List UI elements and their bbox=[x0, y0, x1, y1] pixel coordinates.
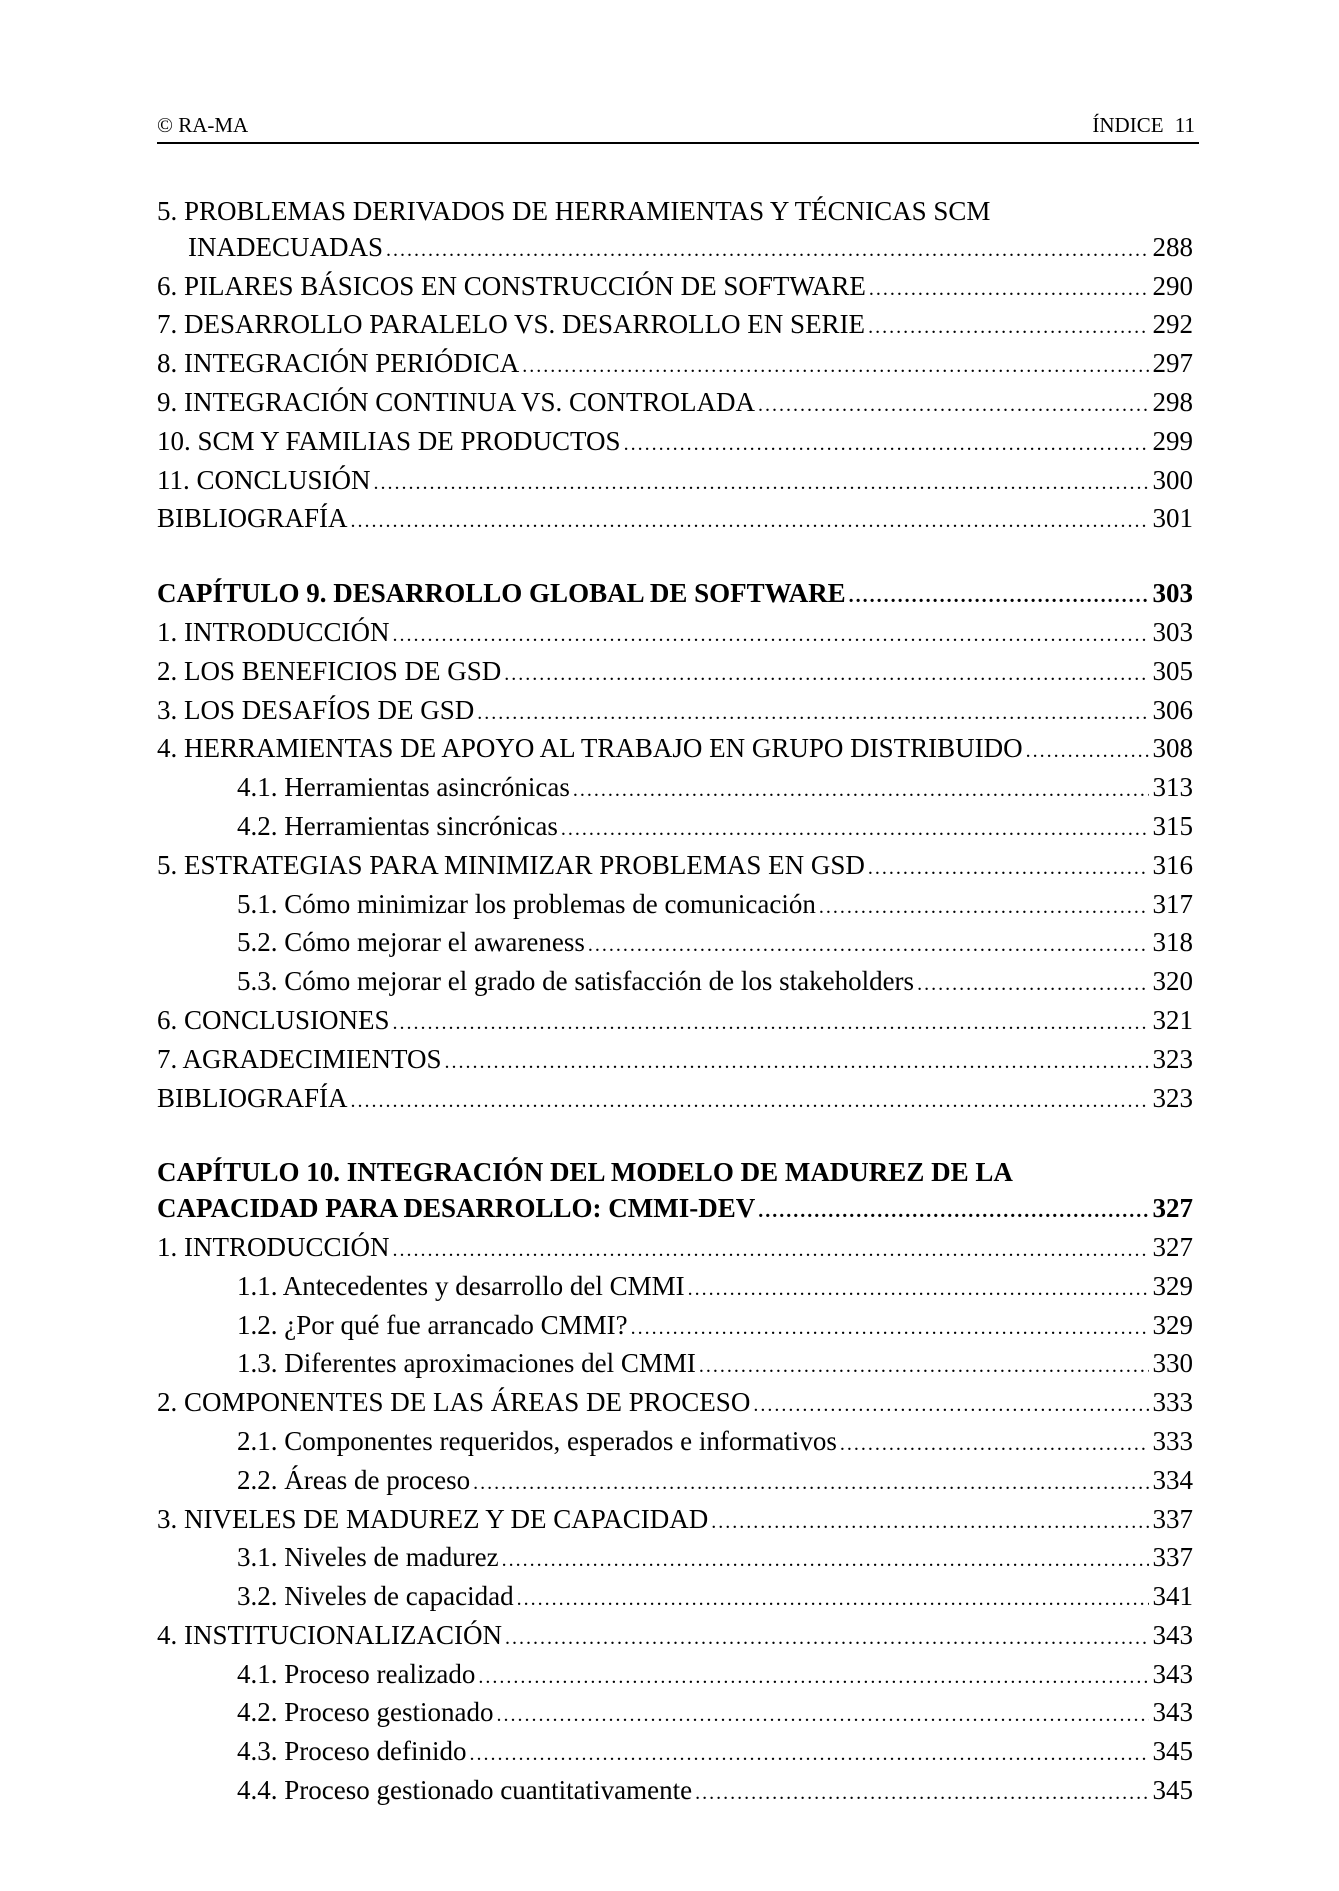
toc-chapter-entry bbox=[157, 1191, 1193, 1230]
toc-entry bbox=[157, 463, 1193, 502]
dot-leader bbox=[351, 504, 1149, 540]
toc-entry-title: BIBLIOGRAFÍA bbox=[157, 1082, 348, 1113]
toc-entry bbox=[157, 1695, 1193, 1734]
toc-entry bbox=[157, 230, 1193, 269]
dot-leader bbox=[1026, 734, 1149, 770]
toc-entry-title: 10. SCM Y FAMILIAS DE PRODUCTOS bbox=[157, 425, 621, 456]
dot-leader bbox=[869, 272, 1149, 308]
toc-page-number: 308 bbox=[1152, 733, 1193, 764]
toc-page-number: 343 bbox=[1152, 1697, 1193, 1728]
dot-leader bbox=[758, 1194, 1148, 1230]
toc-entry-title: 4.3. Proceso definido bbox=[237, 1736, 467, 1767]
table-of-contents bbox=[157, 194, 1193, 1812]
toc-entry-title: 7. AGRADECIMIENTOS bbox=[157, 1043, 442, 1074]
toc-page-number: 323 bbox=[1152, 1043, 1193, 1074]
dot-leader bbox=[573, 773, 1149, 809]
toc-page-number: 299 bbox=[1152, 425, 1193, 456]
toc-entry-title: 4. INSTITUCIONALIZACIÓN bbox=[157, 1619, 502, 1650]
dot-leader bbox=[445, 1045, 1149, 1081]
toc-entry bbox=[157, 424, 1193, 463]
dot-leader bbox=[477, 696, 1148, 732]
toc-page-number: 329 bbox=[1152, 1309, 1193, 1340]
toc-page-number: 333 bbox=[1152, 1387, 1193, 1418]
dot-leader bbox=[758, 388, 1149, 424]
publisher-label: © RA-MA bbox=[157, 113, 249, 137]
toc-entry bbox=[157, 1773, 1193, 1812]
dot-leader bbox=[469, 1737, 1148, 1773]
toc-entry bbox=[157, 887, 1193, 926]
toc-entry-title: 1. INTRODUCCIÓN bbox=[157, 616, 390, 647]
toc-page-number: 292 bbox=[1152, 309, 1193, 340]
toc-entry bbox=[157, 1657, 1193, 1696]
dot-leader bbox=[473, 1466, 1148, 1502]
toc-entry bbox=[157, 1385, 1193, 1424]
toc-entry-title: 5.1. Cómo minimizar los problemas de comunicación bbox=[237, 888, 816, 919]
toc-entry-title: 1.1. Antecedentes y desarrollo del CMMI bbox=[237, 1270, 685, 1301]
toc-page-number: 343 bbox=[1152, 1619, 1193, 1650]
toc-entry bbox=[157, 385, 1193, 424]
toc-entry bbox=[157, 1618, 1193, 1657]
toc-page-number: 305 bbox=[1152, 655, 1193, 686]
toc-entry bbox=[157, 269, 1193, 308]
toc-page-number: 301 bbox=[1152, 503, 1193, 534]
toc-page-number: 330 bbox=[1152, 1348, 1193, 1379]
toc-page-number: 337 bbox=[1152, 1542, 1193, 1573]
toc-entry-title: 4.2. Proceso gestionado bbox=[237, 1697, 494, 1728]
toc-entry bbox=[157, 1540, 1193, 1579]
toc-entry bbox=[157, 1003, 1193, 1042]
toc-page-number: 343 bbox=[1152, 1658, 1193, 1689]
toc-entry bbox=[157, 1424, 1193, 1463]
toc-entry bbox=[157, 654, 1193, 693]
toc-entry bbox=[157, 615, 1193, 654]
toc-entry-title: 2.2. Áreas de proceso bbox=[237, 1464, 471, 1495]
toc-entry-title: 7. DESARROLLO PARALELO VS. DESARROLLO EN SERIE bbox=[157, 309, 866, 340]
toc-entry-title: INADECUADAS bbox=[188, 231, 383, 262]
toc-entry-title: 4.2. Herramientas sincrónicas bbox=[237, 810, 558, 841]
dot-leader bbox=[849, 579, 1149, 615]
dot-leader bbox=[840, 1427, 1149, 1463]
dot-leader bbox=[868, 851, 1149, 887]
toc-page-number: 345 bbox=[1152, 1736, 1193, 1767]
toc-entry bbox=[157, 1308, 1193, 1347]
dot-leader bbox=[505, 1621, 1149, 1657]
toc-entry-title-line: 5. PROBLEMAS DERIVADOS DE HERRAMIENTAS Y TÉCNICAS SCM bbox=[157, 196, 991, 226]
toc-entry-title: 11. CONCLUSIÓN bbox=[157, 464, 371, 495]
toc-entry-title: 2.1. Componentes requeridos, esperados e informativos bbox=[237, 1425, 837, 1456]
toc-entry-title: 1. INTRODUCCIÓN bbox=[157, 1231, 390, 1262]
toc-entry-title: 4.4. Proceso gestionado cuantitativamente bbox=[237, 1775, 693, 1806]
dot-leader bbox=[631, 1311, 1149, 1347]
toc-entry-title: 1.2. ¿Por qué fue arrancado CMMI? bbox=[237, 1309, 628, 1340]
toc-page-number: 327 bbox=[1152, 1231, 1193, 1262]
toc-entry bbox=[157, 1579, 1193, 1618]
toc-page-number: 323 bbox=[1152, 1082, 1193, 1113]
toc-entry bbox=[157, 1042, 1193, 1081]
toc-entry-title: 5.2. Cómo mejorar el awareness bbox=[237, 927, 585, 958]
toc-page-number: 317 bbox=[1152, 888, 1193, 919]
dot-leader bbox=[868, 310, 1148, 346]
toc-entry bbox=[157, 964, 1193, 1003]
toc-entry-title: 4.1. Proceso realizado bbox=[237, 1658, 476, 1689]
dot-leader bbox=[588, 928, 1149, 964]
toc-entry bbox=[157, 1230, 1193, 1269]
toc-entry bbox=[157, 1269, 1193, 1308]
dot-leader bbox=[502, 1543, 1149, 1579]
toc-entry bbox=[157, 1346, 1193, 1385]
toc-entry-title: 3. NIVELES DE MADUREZ Y DE CAPACIDAD bbox=[157, 1503, 709, 1534]
toc-page-number: 300 bbox=[1152, 464, 1193, 495]
toc-entry-title: 6. CONCLUSIONES bbox=[157, 1004, 390, 1035]
dot-leader bbox=[695, 1776, 1148, 1812]
toc-page-number: 345 bbox=[1152, 1775, 1193, 1806]
section-gap bbox=[157, 540, 1193, 576]
dot-leader bbox=[351, 1084, 1149, 1120]
toc-page-number: 337 bbox=[1152, 1503, 1193, 1534]
dot-leader bbox=[819, 890, 1149, 926]
toc-page-number: 288 bbox=[1152, 231, 1193, 262]
page-header bbox=[157, 109, 1199, 144]
toc-entry-title: 6. PILARES BÁSICOS EN CONSTRUCCIÓN DE SOFTWARE bbox=[157, 270, 866, 301]
toc-entry-title: 1.3. Diferentes aproximaciones del CMMI bbox=[237, 1348, 696, 1379]
toc-entry-title: 4. HERRAMIENTAS DE APOYO AL TRABAJO EN GRUPO DISTRIBUIDO bbox=[157, 733, 1023, 764]
toc-page-number: 316 bbox=[1152, 849, 1193, 880]
toc-entry bbox=[157, 1463, 1193, 1502]
toc-page-number: 327 bbox=[1152, 1193, 1193, 1224]
dot-leader bbox=[699, 1349, 1149, 1385]
toc-entry-title: 3.1. Niveles de madurez bbox=[237, 1542, 499, 1573]
toc-entry bbox=[157, 501, 1193, 540]
dot-leader bbox=[561, 812, 1149, 848]
toc-chapter-entry bbox=[157, 576, 1193, 615]
dot-leader bbox=[504, 657, 1148, 693]
toc-entry-title: 4.1. Herramientas asincrónicas bbox=[237, 772, 570, 803]
toc-page-number: 321 bbox=[1152, 1004, 1193, 1035]
dot-leader bbox=[624, 427, 1149, 463]
toc-entry bbox=[157, 1502, 1193, 1541]
toc-entry bbox=[157, 1081, 1193, 1120]
toc-page-number: 303 bbox=[1152, 578, 1193, 609]
dot-leader bbox=[393, 1233, 1149, 1269]
section-gap bbox=[157, 1119, 1193, 1155]
toc-page-number: 298 bbox=[1152, 386, 1193, 417]
toc-entry-title: 5. ESTRATEGIAS PARA MINIMIZAR PROBLEMAS EN GSD bbox=[157, 849, 865, 880]
toc-page-number: 313 bbox=[1152, 772, 1193, 803]
toc-entry bbox=[157, 848, 1193, 887]
toc-page-number: 290 bbox=[1152, 270, 1193, 301]
toc-page-number: 297 bbox=[1152, 348, 1193, 379]
toc-page-number: 320 bbox=[1152, 966, 1193, 997]
dot-leader bbox=[478, 1660, 1148, 1696]
toc-page-number: 315 bbox=[1152, 810, 1193, 841]
toc-entry bbox=[157, 731, 1193, 770]
toc-entry bbox=[157, 307, 1193, 346]
toc-page-number: 341 bbox=[1152, 1581, 1193, 1612]
toc-entry-title: 5.3. Cómo mejorar el grado de satisfacción de los stakeholders bbox=[237, 966, 915, 997]
dot-leader bbox=[711, 1505, 1148, 1541]
chapter-title-line: CAPÍTULO 10. INTEGRACIÓN DEL MODELO DE MADUREZ DE LA bbox=[157, 1157, 1013, 1188]
toc-entry bbox=[157, 809, 1193, 848]
dot-leader bbox=[386, 233, 1149, 269]
dot-leader bbox=[393, 618, 1149, 654]
toc-entry bbox=[157, 925, 1193, 964]
toc-entry-title: 2. COMPONENTES DE LAS ÁREAS DE PROCESO bbox=[157, 1387, 751, 1418]
toc-entry-title: CAPACIDAD PARA DESARROLLO: CMMI-DEV bbox=[157, 1193, 756, 1224]
dot-leader bbox=[374, 466, 1149, 502]
toc-entry-title: 3.2. Niveles de capacidad bbox=[237, 1581, 514, 1612]
toc-entry-title: 9. INTEGRACIÓN CONTINUA VS. CONTROLADA bbox=[157, 386, 755, 417]
dot-leader bbox=[917, 967, 1148, 1003]
dot-leader bbox=[393, 1006, 1149, 1042]
dot-leader bbox=[688, 1272, 1149, 1308]
toc-page-number: 329 bbox=[1152, 1270, 1193, 1301]
toc-page-number: 333 bbox=[1152, 1425, 1193, 1456]
toc-page-number: 318 bbox=[1152, 927, 1193, 958]
running-head: ÍNDICE 11 bbox=[1092, 113, 1195, 137]
toc-entry bbox=[157, 346, 1193, 385]
dot-leader bbox=[496, 1698, 1148, 1734]
dot-leader bbox=[753, 1388, 1148, 1424]
toc-entry bbox=[157, 693, 1193, 732]
toc-entry bbox=[157, 1734, 1193, 1773]
dot-leader bbox=[517, 1582, 1149, 1618]
toc-entry-title: BIBLIOGRAFÍA bbox=[157, 503, 348, 534]
toc-page-number: 306 bbox=[1152, 694, 1193, 725]
toc-entry-title: 3. LOS DESAFÍOS DE GSD bbox=[157, 694, 475, 725]
toc-page-number: 303 bbox=[1152, 616, 1193, 647]
dot-leader bbox=[522, 349, 1148, 385]
toc-entry-title: CAPÍTULO 9. DESARROLLO GLOBAL DE SOFTWARE bbox=[157, 578, 846, 609]
toc-entry-title: 2. LOS BENEFICIOS DE GSD bbox=[157, 655, 502, 686]
toc-entry-title: 8. INTEGRACIÓN PERIÓDICA bbox=[157, 348, 520, 379]
toc-entry bbox=[157, 770, 1193, 809]
toc-page-number: 334 bbox=[1152, 1464, 1193, 1495]
